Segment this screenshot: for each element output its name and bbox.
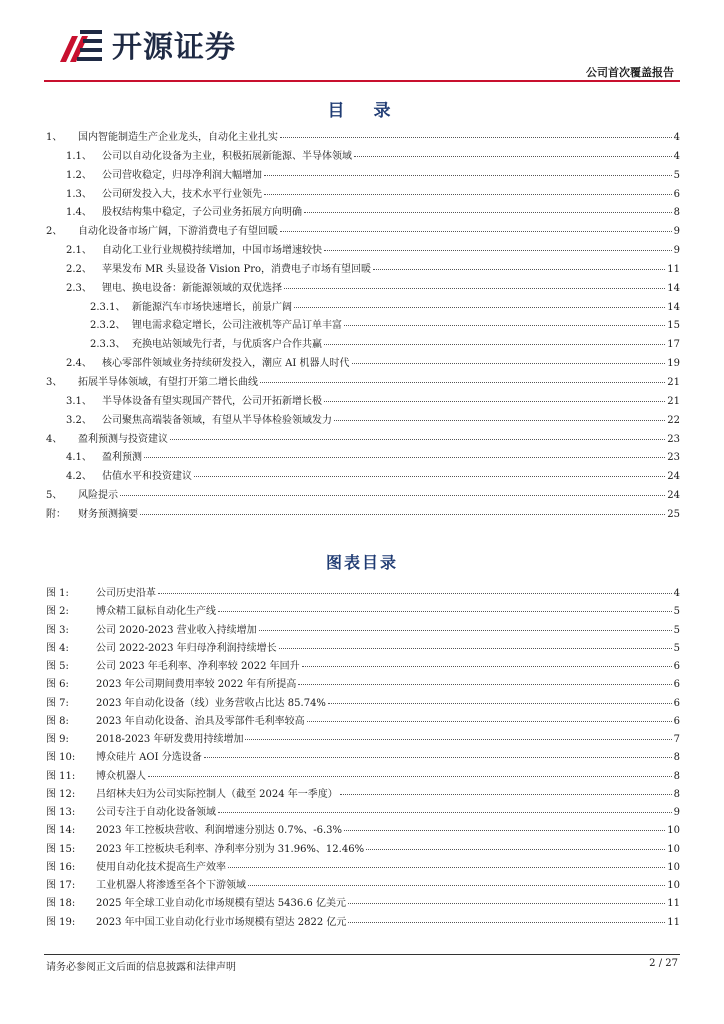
figure-page: 10 xyxy=(667,825,680,837)
toc-num: 1、 xyxy=(46,132,63,143)
toc-title: 半导体设备有望实现国产替代，公司开拓新增长极 xyxy=(102,395,322,407)
toc-page: 23 xyxy=(667,452,680,464)
figure-title: 博众机器人 xyxy=(96,770,146,782)
dot-leader xyxy=(264,194,672,195)
toc-title: 苹果发布 MR 头显设备 Vision Pro，消费电子市场有望回暖 xyxy=(102,263,372,275)
toc-entry[interactable] xyxy=(46,354,680,373)
toc-entry[interactable] xyxy=(46,373,680,392)
figure-num: 图 12: xyxy=(46,788,76,800)
toc-page: 23 xyxy=(667,433,680,445)
toc-num: 3.1、 xyxy=(66,395,92,407)
dot-leader xyxy=(304,212,672,213)
toc-page: 9 xyxy=(673,245,680,257)
toc-title: 公司聚焦高端装备领域，有望从半导体检验领域发力 xyxy=(102,414,332,426)
dot-leader xyxy=(194,476,665,477)
toc-num: 4、 xyxy=(46,433,63,445)
footer-disclaimer: 请务必参阅正文后面的信息披露和法律声明 xyxy=(46,962,236,973)
toc-num: 1.1、 xyxy=(66,150,92,162)
figure-page: 8 xyxy=(673,752,680,764)
figure-page: 5 xyxy=(673,624,680,636)
figure-title: 2023 年公司期间费用率较 2022 年有所提高 xyxy=(96,679,297,691)
toc-title: 自动化设备市场广阔，下游消费电子有望回暖 xyxy=(78,226,278,238)
toc-num: 3、 xyxy=(46,376,63,388)
toc-title: 新能源汽车市场快速增长，前景广阔 xyxy=(132,301,292,313)
figure-title: 2023 年自动化设备（线）业务营收占比达 85.74% xyxy=(96,697,326,709)
toc-page: 21 xyxy=(667,376,680,388)
toc-title: 锂电需求稳定增长，公司注液机等产品订单丰富 xyxy=(132,320,342,332)
figure-num: 图 10: xyxy=(46,752,76,764)
toc-entry[interactable] xyxy=(46,241,680,260)
figure-entry[interactable] xyxy=(46,657,680,675)
figure-num: 图 6: xyxy=(46,679,69,691)
figure-entry[interactable] xyxy=(46,821,680,839)
toc-page: 4 xyxy=(673,150,680,162)
figure-num: 图 17: xyxy=(46,880,76,891)
figure-num: 图 8: xyxy=(46,715,69,727)
dot-leader xyxy=(348,903,665,904)
dot-leader xyxy=(144,457,665,458)
figure-entry[interactable] xyxy=(46,675,680,693)
figure-page: 6 xyxy=(673,679,680,691)
dot-leader xyxy=(298,684,671,685)
figure-entry[interactable] xyxy=(46,639,680,657)
toc-page: 8 xyxy=(673,207,680,219)
toc-num: 2、 xyxy=(46,226,63,238)
figure-title: 2023 年中国工业自动化行业市场规模有望达 2822 亿元 xyxy=(96,916,347,928)
figure-title: 2023 年工控板块营收、利润增速分别达 0.7%、-6.3% xyxy=(96,825,342,837)
toc-title: 盈利预测 xyxy=(102,452,142,464)
figure-num: 图 13: xyxy=(46,807,76,818)
dot-leader xyxy=(328,703,672,704)
figure-num: 图 2: xyxy=(46,606,69,618)
toc-num: 2.1、 xyxy=(66,245,92,257)
toc-num: 附： xyxy=(46,508,66,520)
toc-page: 14 xyxy=(667,282,680,294)
toc-entry[interactable] xyxy=(46,448,680,467)
figure-page: 11 xyxy=(667,898,680,910)
dot-leader xyxy=(344,325,665,326)
figure-title: 博众精工鼠标自动化生产线 xyxy=(96,606,216,618)
figure-page: 6 xyxy=(673,715,680,727)
dot-leader xyxy=(348,922,665,923)
figure-num: 图 1: xyxy=(46,588,69,599)
figure-page: 10 xyxy=(667,843,680,855)
toc-page: 9 xyxy=(673,226,680,238)
figure-title: 博众硅片 AOI 分选设备 xyxy=(96,752,202,764)
toc-num: 1.4、 xyxy=(66,207,92,219)
toc-entry[interactable] xyxy=(46,185,680,204)
figure-list-title: 图表目录 xyxy=(325,553,398,572)
toc-title: 风险提示 xyxy=(78,490,118,502)
figure-num: 图 7: xyxy=(46,697,69,709)
dot-leader xyxy=(264,175,672,176)
figure-page: 5 xyxy=(673,606,680,618)
toc-entry[interactable] xyxy=(46,166,680,185)
dot-leader xyxy=(344,830,665,831)
dot-leader xyxy=(354,156,672,157)
figure-page: 8 xyxy=(673,788,680,800)
dot-leader xyxy=(280,137,672,138)
dot-leader xyxy=(120,495,665,496)
figure-title: 2025 年全球工业自动化市场规模有望达 5436.6 亿美元 xyxy=(96,898,346,910)
figure-page: 9 xyxy=(673,807,680,818)
toc-title: 拓展半导体领域，有望打开第二增长曲线 xyxy=(78,376,258,388)
toc-page: 25 xyxy=(667,508,680,520)
toc-page: 11 xyxy=(667,263,680,275)
toc-page: 17 xyxy=(667,339,680,351)
figure-page: 4 xyxy=(673,588,680,599)
figure-entry[interactable] xyxy=(46,913,680,931)
company-logo xyxy=(50,22,236,66)
toc-page: 5 xyxy=(673,169,680,181)
figure-entry[interactable] xyxy=(46,876,680,894)
dot-leader xyxy=(352,363,666,364)
figure-title: 2018-2023 年研发费用持续增加 xyxy=(96,734,244,745)
figure-page: 8 xyxy=(673,770,680,782)
toc-entry[interactable] xyxy=(46,298,680,317)
figure-title: 2023 年自动化设备、治具及零部件毛利率较高 xyxy=(96,715,305,727)
dot-leader xyxy=(148,776,672,777)
dot-leader xyxy=(259,630,672,631)
dot-leader xyxy=(279,648,672,649)
toc-title: 盈利预测与投资建议 xyxy=(78,433,168,445)
dot-leader xyxy=(245,739,671,740)
toc-entry[interactable] xyxy=(46,486,680,505)
toc-num: 1.2、 xyxy=(66,169,92,181)
toc-num: 5、 xyxy=(46,490,63,502)
dot-leader xyxy=(260,382,665,383)
toc-title: 目 录 xyxy=(327,101,397,121)
toc-entry[interactable] xyxy=(46,392,680,411)
toc-title: 充换电站领域先行者，与优质客户合作共赢 xyxy=(132,339,322,351)
toc-title: 财务预测摘要 xyxy=(78,508,138,520)
figure-num: 图 15: xyxy=(46,843,76,855)
toc-page: 15 xyxy=(667,320,680,332)
dot-leader xyxy=(302,666,672,667)
figure-entry[interactable] xyxy=(46,767,680,785)
figure-title: 2023 年工控板块毛利率、净利率分别为 31.96%、12.46% xyxy=(96,843,365,855)
toc-title: 公司以自动化设备为主业，积极拓展新能源、半导体领域 xyxy=(102,150,352,162)
toc-page: 6 xyxy=(673,188,680,200)
toc-num: 2.3.2、 xyxy=(90,320,126,332)
toc-page: 4 xyxy=(673,132,680,143)
toc-title: 国内智能制造生产企业龙头，自动化主业扎实 xyxy=(78,132,278,143)
dot-leader xyxy=(158,593,672,594)
dot-leader xyxy=(204,757,672,758)
figure-num: 图 14: xyxy=(46,825,76,837)
footer-divider xyxy=(44,954,680,955)
figure-entry[interactable] xyxy=(46,730,680,748)
figure-title: 公司历史沿革 xyxy=(96,588,156,599)
dot-leader xyxy=(280,231,672,232)
toc-num: 2.3.1、 xyxy=(90,301,126,313)
toc-page: 24 xyxy=(667,490,680,502)
dot-leader xyxy=(218,812,672,813)
figure-entry[interactable] xyxy=(46,748,680,766)
figure-title: 公司 2022-2023 年归母净利润持续增长 xyxy=(96,642,277,654)
toc-num: 2.4、 xyxy=(66,358,92,370)
figure-entry[interactable] xyxy=(46,858,680,876)
dot-leader xyxy=(284,288,665,289)
figure-num: 图 11: xyxy=(46,770,76,782)
figure-title: 公司 2020-2023 营业收入持续增加 xyxy=(96,624,257,636)
dot-leader xyxy=(334,420,665,421)
logo-mark-icon xyxy=(50,22,106,66)
toc-title: 公司营收稳定，归母净利润大幅增加 xyxy=(102,169,262,181)
report-type-label: 公司首次覆盖报告 xyxy=(586,66,674,79)
toc-title: 股权结构集中稳定，子公司业务拓展方向明确 xyxy=(102,207,302,219)
figure-entry[interactable] xyxy=(46,621,680,639)
figure-num: 图 9: xyxy=(46,734,69,745)
toc-num: 3.2、 xyxy=(66,414,92,426)
toc-num: 2.2、 xyxy=(66,263,92,275)
figure-num: 图 5: xyxy=(46,661,69,672)
dot-leader xyxy=(170,439,665,440)
figure-entry[interactable] xyxy=(46,785,680,803)
dot-leader xyxy=(366,849,665,850)
toc-entry[interactable] xyxy=(46,335,680,354)
header-divider xyxy=(44,80,680,82)
figure-entry[interactable] xyxy=(46,602,680,620)
figure-num: 图 19: xyxy=(46,916,76,928)
figure-page: 6 xyxy=(673,661,680,672)
toc-num: 2.3、 xyxy=(66,282,92,294)
toc-page: 22 xyxy=(667,414,680,426)
figure-entry[interactable] xyxy=(46,694,680,712)
dot-leader xyxy=(248,885,665,886)
figure-entry[interactable] xyxy=(46,803,680,821)
toc-title: 锂电、换电设备：新能源领域的双优选择 xyxy=(102,282,282,294)
toc-num: 4.2、 xyxy=(66,471,92,483)
toc-num: 2.3.3、 xyxy=(90,339,126,351)
figure-page: 7 xyxy=(673,734,680,745)
toc-entry[interactable] xyxy=(46,505,680,524)
toc-page: 19 xyxy=(667,358,680,370)
figure-title: 公司 2023 年毛利率、净利率较 2022 年回升 xyxy=(96,661,300,672)
toc-entry[interactable] xyxy=(46,128,680,147)
figure-title: 使用自动化技术提高生产效率 xyxy=(96,861,226,873)
figure-page: 10 xyxy=(667,861,680,873)
dot-leader xyxy=(340,794,672,795)
toc-entry[interactable] xyxy=(46,147,680,166)
figure-num: 图 3: xyxy=(46,624,69,636)
logo-text: 开源证券 xyxy=(112,30,236,65)
page-header xyxy=(0,0,724,82)
toc-entry[interactable] xyxy=(46,467,680,486)
figure-list xyxy=(46,584,680,931)
toc-entry[interactable] xyxy=(46,430,680,449)
dot-leader xyxy=(324,401,665,402)
dot-leader xyxy=(218,611,672,612)
toc-entry[interactable] xyxy=(46,279,680,298)
toc-title: 估值水平和投资建议 xyxy=(102,471,192,483)
figure-page: 10 xyxy=(667,880,680,891)
toc-page: 14 xyxy=(667,301,680,313)
toc-page: 21 xyxy=(667,395,680,407)
figure-page: 11 xyxy=(667,916,680,928)
toc-title: 公司研发投入大，技术水平行业领先 xyxy=(102,188,262,200)
dot-leader xyxy=(294,307,665,308)
figure-title: 吕绍林夫妇为公司实际控制人（截至 2024 年一季度） xyxy=(96,788,338,800)
dot-leader xyxy=(140,514,665,515)
toc-entry[interactable] xyxy=(46,411,680,430)
figure-num: 图 16: xyxy=(46,861,76,873)
figure-num: 图 4: xyxy=(46,642,69,654)
figure-num: 图 18: xyxy=(46,898,76,910)
dot-leader xyxy=(324,344,665,345)
dot-leader xyxy=(228,867,665,868)
toc-title: 核心零部件领域业务持续研发投入，潮应 AI 机器人时代 xyxy=(102,358,350,370)
dot-leader xyxy=(373,269,665,270)
figure-entry[interactable] xyxy=(46,894,680,912)
page-number: 2 / 27 xyxy=(649,958,678,969)
figure-page: 5 xyxy=(673,642,680,654)
dot-leader xyxy=(324,250,672,251)
toc-entry[interactable] xyxy=(46,316,680,335)
toc-entry[interactable] xyxy=(46,260,680,279)
figure-title: 工业机器人将渗透至各个下游领域 xyxy=(96,880,246,891)
figure-entry[interactable] xyxy=(46,840,680,858)
toc-num: 4.1、 xyxy=(66,452,92,464)
toc-title: 自动化工业行业规模持续增加，中国市场增速较快 xyxy=(102,245,322,257)
toc-list xyxy=(46,128,680,524)
figure-title: 公司专注于自动化设备领域 xyxy=(96,807,216,818)
dot-leader xyxy=(307,721,672,722)
figure-entry[interactable] xyxy=(46,584,680,602)
figure-entry[interactable] xyxy=(46,712,680,730)
toc-num: 1.3、 xyxy=(66,188,92,200)
figure-page: 6 xyxy=(673,697,680,709)
toc-entry[interactable] xyxy=(46,222,680,241)
toc-entry[interactable] xyxy=(46,203,680,222)
toc-page: 24 xyxy=(667,471,680,483)
